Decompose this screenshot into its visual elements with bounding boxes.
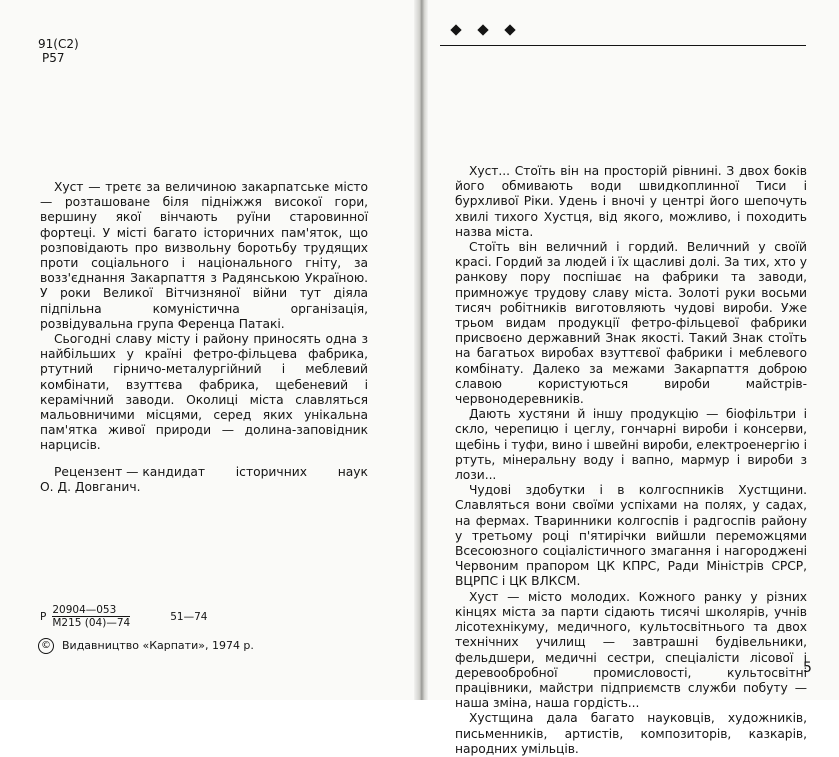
classification-code [38,37,79,65]
publication-code [40,604,207,629]
diamond-icon [477,24,488,35]
intro-text [40,180,368,454]
ornament [452,26,514,34]
text-paragraph: Стоїть він величний і гордий. Величний у своїй красі. Гордий за людей і їх щасливі долі. За тих, хто у ранкову пору поспішає на фабрики та заводи, примножує трудову славу міста. Золоті руки восьми тисяч робітників виготовляють чудові вироби. Уже трьом видам продукції фетро-фільцевої фабрики присвоєно державний Знак якості. Такий Знак стоїть на багатьох виробах взуттєвої фабрики і меблевого комбінату. Далеко за межами Закарпаття доброю славою користуються вироби майстрів-червонодеревників. [455,240,807,407]
text-paragraph: Хуст — місто молодих. Кожного ранку у різних кінцях міста за парти сідають тисячі школярів, учнів лісотехнікуму, медичного, культосвітнього та двох технічних училищ — завтрашні будівельники, фельдшери, медичні сестри, спеціалісти лісової і деревообробної промисловості, культосвітні працівники, майстри підприємств служби побуту — наша зміна, наша гордість... [455,589,807,711]
pub-suffix: 51—74 [170,610,208,623]
intro-paragraph: Хуст — третє за величиною закарпатське місто — розташоване біля підніжжя високої гори, вершину якої вінчають руїни старовинної фортеці. У місті багато історичних пам'яток, що розповідають про визвольну боротьбу трудящих проти соціального і національного гніту, за возз'єднання Закарпаття з Радянською Україною. У роки Великої Вітчизняної війни тут діяла підпільна комуністична організація, розвідувальна група Ференца Патакі. [40,180,368,331]
reviewer-name: О. Д. Довганич. [40,480,141,495]
text-paragraph: Хуст... Стоїть він на просторій рівнині. З двох боків його обмивають води швидкоплинної Тиси і бурхливої Ріки. Удень і вночі у центрі його шепочуть хвилі тихого Хустця, від якого, можливо, і походить назва міста. [455,164,807,239]
reviewer-role: Рецензент — кандидат [54,465,206,479]
text-paragraph: Дають хустяни й іншу продукцію — біофільтри і скло, черепицю і цеглу, гончарні вироби і консерви, щебінь і туфи, вино і швейні вироби, електроенергію і ртуть, мінеральну воду і вапно, мармур і вироби з лози... [455,407,807,483]
header-rule [440,45,806,46]
author-mark: Р57 [42,51,65,65]
pub-numerator: 20904—053 [52,604,130,617]
left-page [0,0,414,700]
text-paragraph: Хустщина дала багато науковців, художників, письменників, артистів, композиторів, казкарів, народних умільців. [455,711,807,756]
reviewer [40,465,368,495]
book-gutter [414,0,428,700]
copyright-text: Видавництво «Карпати», 1974 р. [62,639,254,652]
pub-prefix: Р [40,610,47,623]
text-paragraph: Чудові здобутки і в колгоспників Хустщини. Славляться вони своїми успіхами на полях, у садах, на фермах. Тваринники колгоспів і радгоспів району у третьому році п'ятирічки вийшли переможцями Всесоюзного соціалістичного змагання і нагороджені Червоним прапором ЦК КПРС, Ради Міністрів СРСР, ВЦРПС і ЦК ВЛКСМ. [455,483,807,589]
main-text [455,164,807,757]
udc-code: 91(С2) [38,37,79,51]
intro-paragraph: Сьогодні славу місту і району приносять одна з найбільших у країні фетро-фільцева фабрика, ртутний гірничо-металургійний і меблевий комбінати, взуттєва фабрика, щебеневий і керамічний заводи. Околиці міста славляться мальовничими місцями, серед яких унікальна пам'ятка живої природи — долина-заповідник нарцисів. [40,332,368,453]
reviewer-degree: історичних [235,465,308,479]
diamond-icon [450,24,461,35]
copyright [38,638,254,654]
diamond-icon [504,24,515,35]
page-number: 5 [803,660,812,676]
reviewer-field: наук [337,465,368,479]
pub-denominator: М215 (04)—74 [52,617,131,629]
copyright-icon: © [38,638,54,654]
